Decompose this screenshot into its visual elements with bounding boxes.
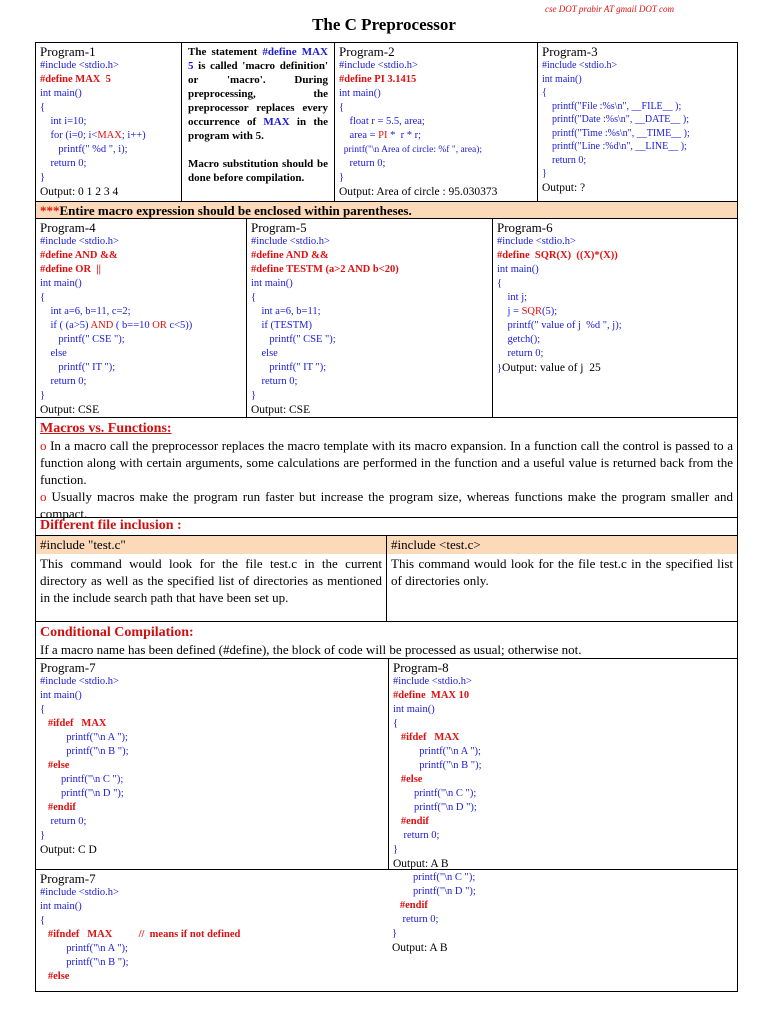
program-1-label: Program-1 <box>40 44 96 59</box>
program-6-cell <box>492 219 737 417</box>
angle-include-heading: #include <test.c> <box>387 536 737 554</box>
program-5-label: Program-5 <box>251 220 307 235</box>
program-7-ifndef-label: Program-7 <box>40 871 96 886</box>
macros-vs-functions-section <box>36 417 737 521</box>
macros-vs-functions-para-2: o Usually macros make the program run faster but increase the program size, whereas functions make the program smaller and compact. <box>40 489 733 521</box>
macro-statement-note <box>181 43 334 201</box>
macro-definition-text: The statement #define MAX 5 is called 'macro definition' or 'macro'. During preprocessing, the preprocessor replaces every occurrence of MAX in the program with 5. <box>188 46 328 142</box>
stars-marker: *** <box>40 203 60 218</box>
program-2-label: Program-2 <box>339 44 395 59</box>
program-8-label: Program-8 <box>393 660 449 675</box>
program-7-ifndef-continuation-cell <box>388 870 737 991</box>
program-3-cell <box>537 43 737 201</box>
row-programs-7-8 <box>36 658 737 869</box>
file-inclusion-heading: Different file inclusion : <box>40 518 182 533</box>
program-7-ifndef-output: Output: A B <box>392 942 448 954</box>
macros-vs-functions-heading: Macros vs. Functions: <box>40 421 172 436</box>
program-8-cell <box>388 659 737 869</box>
program-7-cell <box>36 659 388 869</box>
program-5-code: #include <stdio.h> #define AND && #define TESTM (a>2 AND b<20) int main() { int a=6, b=11; if (TESTM) printf(" CSE "); else printf(" IT "); return 0; } <box>251 236 399 401</box>
program-7-output: Output: C D <box>40 844 97 856</box>
program-3-label: Program-3 <box>542 44 598 59</box>
program-6-code: #include <stdio.h> #define SQR(X) ((X)*(X)) int main() { int j; j = SQR(5); printf(" value of j %d ", j); getch(); return 0; }Output: value of j 25 <box>497 236 622 374</box>
row-program-7-ifndef <box>36 869 737 991</box>
program-3-code: #include <stdio.h> int main() { printf("File :%s\n", __FILE__ ); printf("Date :%s\n", __DATE__ ); printf("Time :%s\n", __TIME__ ); printf("Line :%d\n", __LINE__ ); return 0; } <box>542 60 690 179</box>
document-sheet <box>35 42 738 992</box>
row-programs-1-3 <box>36 43 737 201</box>
quoted-include-cell <box>36 536 386 621</box>
program-4-output: Output: CSE <box>40 404 100 416</box>
program-2-code: #include <stdio.h> #define PI 3.1415 int main() { float r = 5.5, area; area = PI * r * r; printf("\n Area of circle: %f ", area); return 0; } <box>339 60 483 183</box>
program-7-ifndef-code: #include <stdio.h> int main() { #ifndef MAX // means if not defined printf("\n A "); printf("\n B "); #else <box>40 887 241 982</box>
program-7-label: Program-7 <box>40 660 96 675</box>
conditional-compilation-heading: Conditional Compilation: <box>40 625 194 640</box>
file-inclusion-row <box>36 535 737 621</box>
conditional-compilation-section <box>36 621 737 658</box>
program-1-cell <box>36 43 181 201</box>
program-1-output: Output: 0 1 2 3 4 <box>40 186 119 198</box>
quoted-include-heading: #include "test.c" <box>36 536 386 554</box>
parentheses-note-text: Entire macro expression should be enclosed within parentheses. <box>59 203 412 218</box>
program-4-code: #include <stdio.h> #define AND && #define OR || int main() { int a=6, b=11, c=2; if ( (a>5) AND ( b==10 OR c<5)) printf(" CSE "); else printf(" IT "); return 0; } <box>40 236 193 401</box>
parentheses-note-band <box>36 201 737 218</box>
program-4-label: Program-4 <box>40 220 96 235</box>
program-5-output: Output: CSE <box>251 404 311 416</box>
program-6-label: Program-6 <box>497 220 553 235</box>
program-5-cell <box>246 219 492 417</box>
program-2-output: Output: Area of circle : 95.030373 <box>339 186 498 198</box>
row-programs-4-6 <box>36 218 737 417</box>
quoted-include-text: This command would look for the file test.c in the current directory as well as the specified list of directories as mentioned in the include search path that have been set up. <box>40 556 382 605</box>
program-3-output: Output: ? <box>542 181 586 194</box>
macros-vs-functions-para-1: o In a macro call the preprocessor replaces the macro template with its macro expansion. In a function call the control is passed to a function along with certain arguments, some calculations are performed in the function and a useful value is returned back from the function. <box>40 438 733 487</box>
program-7-ifndef-cell <box>36 870 388 991</box>
program-4-cell <box>36 219 246 417</box>
program-8-code: #include <stdio.h> #define MAX 10 int main() { #ifdef MAX printf("\n A "); printf("\n B "); #else printf("\n C "); printf("\n D "); #endif return 0; } <box>393 676 482 855</box>
conditional-compilation-text: If a macro name has been defined (#define), the block of code will be processed as usual; otherwise not. <box>40 642 582 657</box>
macro-substitution-text: Macro substitution should be done before compilation. <box>188 158 328 184</box>
author-email: cse DOT prabir AT gmail DOT com <box>545 4 675 14</box>
angle-include-cell <box>386 536 737 621</box>
angle-include-text: This command would look for the file test.c in the specified list of directories only. <box>391 556 733 588</box>
program-7-ifndef-continuation-code: printf("\n C "); printf("\n D "); #endif return 0; } <box>392 872 476 939</box>
program-2-cell <box>334 43 537 201</box>
file-inclusion-heading-row <box>36 517 737 535</box>
program-7-code: #include <stdio.h> int main() { #ifdef MAX printf("\n A "); printf("\n B "); #else printf("\n C "); printf("\n D "); #endif return 0; } <box>40 676 129 841</box>
program-1-code: #include <stdio.h> #define MAX 5 int main() { int i=10; for (i=0; i<MAX; i++) printf(" %d ", i); return 0; } <box>40 60 146 183</box>
page-title: The C Preprocessor <box>312 15 456 34</box>
program-8-output: Output: A B <box>393 858 449 870</box>
